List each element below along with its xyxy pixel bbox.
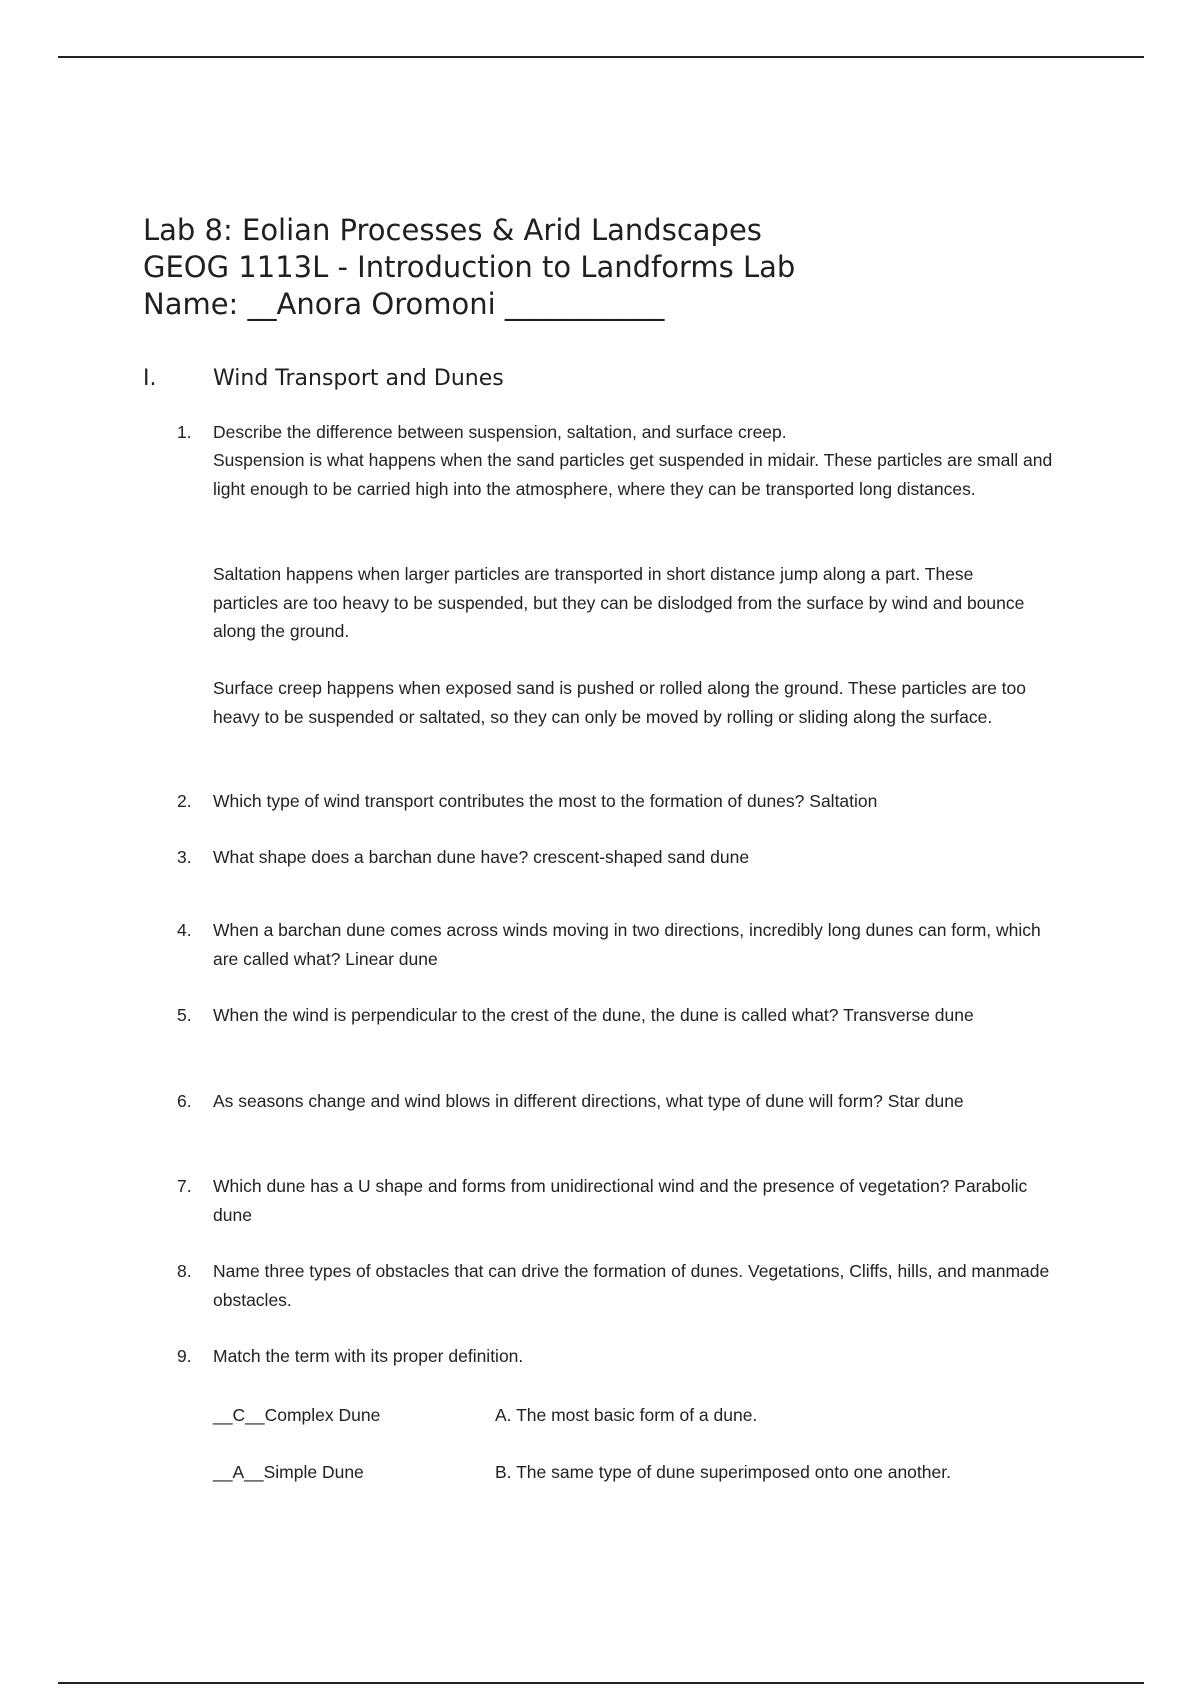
question-text: Name three types of obstacles that can drive the formation of dunes. Vegetations, Cliffs, hills, and manmade obstacles.: [213, 1261, 1050, 1310]
question-number: 7.: [177, 1176, 192, 1196]
student-name: Name: __Anora Oromoni ___________: [143, 287, 665, 321]
question-number: 6.: [177, 1091, 192, 1111]
question-number: 5.: [177, 1005, 192, 1025]
question-text: When a barchan dune comes across winds moving in two directions, incredibly long dunes can form, which are called what? Linear dune: [213, 920, 1041, 969]
question-text: What shape does a barchan dune have? crescent-shaped sand dune: [213, 847, 750, 867]
question-text: Which type of wind transport contributes the most to the formation of dunes? Saltation: [213, 791, 878, 811]
question-text: As seasons change and wind blows in different directions, what type of dune will form? Star dune: [213, 1091, 964, 1111]
section-title: Wind Transport and Dunes: [213, 366, 504, 391]
bottom-rule: [58, 1682, 1144, 1684]
question-number: 8.: [177, 1261, 192, 1281]
question-number: 2.: [177, 791, 192, 811]
match-definition: A. The most basic form of a dune.: [495, 1405, 758, 1425]
question-number: 9.: [177, 1346, 192, 1366]
match-term: __A__Simple Dune: [213, 1462, 364, 1482]
question-text: Which dune has a U shape and forms from unidirectional wind and the presence of vegetation? Parabolic dune: [213, 1176, 1028, 1225]
match-definition: B. The same type of dune superimposed onto one another.: [495, 1462, 951, 1482]
question-number: 3.: [177, 847, 192, 867]
question-number: 4.: [177, 920, 192, 940]
document-header: [143, 212, 795, 323]
course-title: GEOG 1113L - Introduction to Landforms Lab: [143, 250, 796, 284]
question-text: Describe the difference between suspension, saltation, and surface creep.: [213, 422, 787, 442]
question-text: Match the term with its proper definition.: [213, 1346, 524, 1366]
question-text: When the wind is perpendicular to the crest of the dune, the dune is called what? Transverse dune: [213, 1005, 974, 1025]
answer-saltation: Saltation happens when larger particles are transported in short distance jump along a part. These particles are too heavy to be suspended, but they can be dislodged from the surface by wind and bounce along the ground.: [213, 564, 1025, 641]
section-heading: [143, 366, 504, 391]
match-term: __C__Complex Dune: [213, 1405, 381, 1425]
top-rule: [58, 56, 1144, 58]
question-number: 1.: [177, 422, 192, 442]
section-number: I.: [143, 366, 157, 391]
answer-suspension: Suspension is what happens when the sand particles get suspended in midair. These particles are small and light enough to be carried high into the atmosphere, where they can be transported long distances.: [213, 450, 1053, 499]
answer-surface-creep: Surface creep happens when exposed sand is pushed or rolled along the ground. These particles are too heavy to be suspended or saltated, so they can only be moved by rolling or sliding along the surface.: [213, 678, 1026, 727]
lab-title: Lab 8: Eolian Processes & Arid Landscapes: [143, 213, 762, 247]
